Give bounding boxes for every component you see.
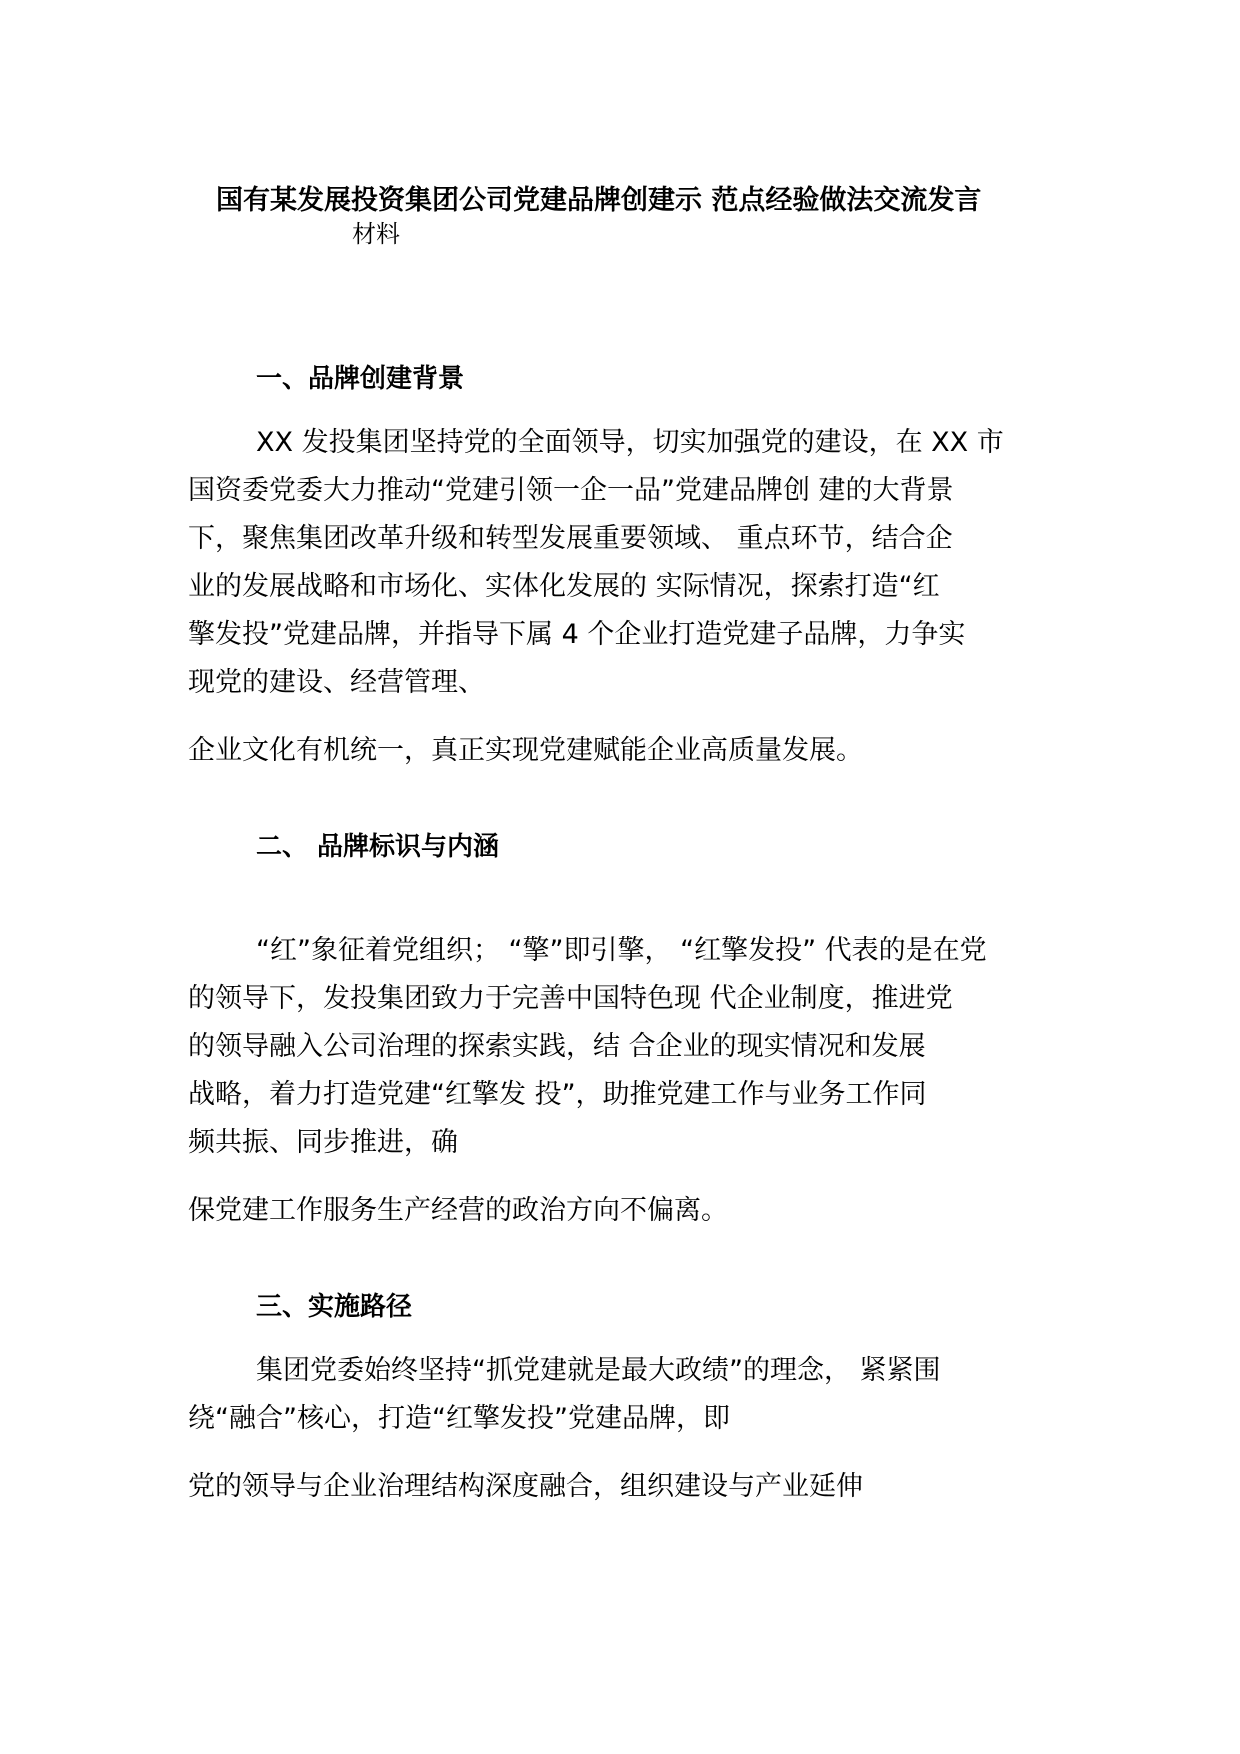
paragraph-line: 下，聚焦集团改革升级和转型发展重要领域、 重点环节，结合企 bbox=[188, 523, 953, 554]
paragraph-line: 的领导下，发投集团致力于完善中国特色现 代企业制度，推进党 bbox=[188, 983, 953, 1014]
paragraph-line: 企业文化有机统一，真正实现党建赋能企业高质量发展。 bbox=[188, 735, 863, 766]
document-title: 国有某发展投资集团公司党建品牌创建示 范点经验做法交流发言 bbox=[216, 185, 982, 216]
section-heading-background: 一、品牌创建背景 bbox=[256, 364, 465, 394]
paragraph-line: XX 发投集团坚持党的全面领导，切实加强党的建设，在 XX 市 bbox=[256, 427, 1004, 458]
section-heading-implementation: 三、实施路径 bbox=[256, 1292, 413, 1322]
paragraph-line: 频共振、同步推进，确 bbox=[188, 1127, 458, 1158]
paragraph-line: 绕“融合”核心，打造“红擎发投”党建品牌，即 bbox=[188, 1403, 730, 1434]
paragraph-line: 党的领导与企业治理结构深度融合，组织建设与产业延伸 bbox=[188, 1471, 863, 1502]
paragraph-line: 擎发投”党建品牌，并指导下属 4 个企业打造党建子品牌，力争实 bbox=[188, 619, 966, 650]
document-title-continuation: 材料 bbox=[352, 220, 400, 248]
paragraph-line: 业的发展战略和市场化、实体化发展的 实际情况，探索打造“红 bbox=[188, 571, 940, 602]
paragraph-line: 集团党委始终坚持“抓党建就是最大政绩”的理念， 紧紧围 bbox=[256, 1355, 941, 1386]
paragraph-line: 保党建工作服务生产经营的政治方向不偏离。 bbox=[188, 1195, 728, 1226]
paragraph-line: 战略，着力打造党建“红擎发 投”，助推党建工作与业务工作同 bbox=[188, 1079, 927, 1110]
section-heading-brand-identity: 二、 品牌标识与内涵 bbox=[256, 832, 500, 862]
paragraph-line: “红”象征着党组织； “擎”即引擎， “红擎发投” 代表的是在党 bbox=[256, 935, 987, 966]
paragraph-line: 现党的建设、经营管理、 bbox=[188, 667, 485, 698]
paragraph-line: 的领导融入公司治理的探索实践，结 合企业的现实情况和发展 bbox=[188, 1031, 926, 1062]
paragraph-line: 国资委党委大力推动“党建引领一企一品”党建品牌创 建的大背景 bbox=[188, 475, 954, 506]
